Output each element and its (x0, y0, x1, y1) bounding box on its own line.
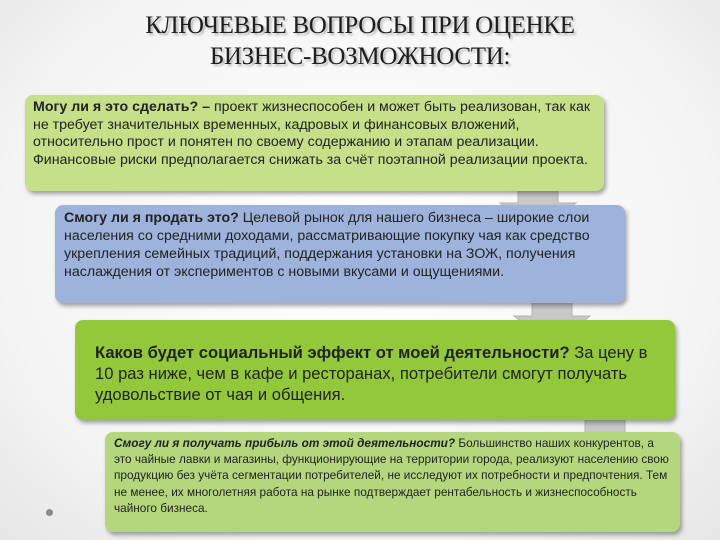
slide-title (60, 10, 660, 72)
question-answer: За цену в 10 раз ниже, чем в кафе и ресторанах, потребители смогут получать удовольствие от чая и общения. (95, 343, 648, 404)
question-block-feasibility (25, 95, 604, 191)
question-answer: Большинство наших конкурентов, а это чайные лавки и магазины, функционирующие на территории города, реализуют населению свою продукцию без учёта сегментации потребителей, не исследуют их потребности и предпочтения. Тем не менее, их многолетняя работа на рынке подтверждает рентабельность и жизнеспособность чайного бизнеса. (114, 436, 669, 515)
question-answer: Целевой рынок для нашего бизнеса – широкие слои населения со средними доходами, рассматривающие покупку чая как средство укрепления семейных традиций, поддержания установки на ЗОЖ, получения наслаждения от экспериментов с новыми вкусами и ощущениями. (64, 210, 590, 280)
title-line-1: КЛЮЧЕВЫЕ ВОПРОСЫ ПРИ ОЦЕНКЕ (145, 12, 575, 39)
title-line-2: БИЗНЕС-ВОЗМОЖНОСТИ: (209, 43, 511, 70)
question-heading: Смогу ли я получать прибыль от этой деятельности? (114, 436, 456, 450)
question-heading: Каков будет социальный эффект от моей деятельности? (95, 343, 570, 362)
question-answer: проект жизнеспособен и может быть реализован, так как не требует значительных временных, кадровых и финансовых вложений, относительно прост и понятен по своему содержанию и этапам реализации. Финансовые риски предполагается снижать за счёт поэтапной реализации проекта. (33, 99, 591, 168)
question-heading: Смогу ли я продать это? (64, 210, 239, 226)
question-heading: Могу ли я это сделать? – (33, 99, 210, 115)
bullet-dot (46, 509, 53, 516)
question-block-market (55, 205, 625, 303)
question-block-social-effect (75, 320, 675, 420)
question-block-profit (105, 432, 680, 532)
